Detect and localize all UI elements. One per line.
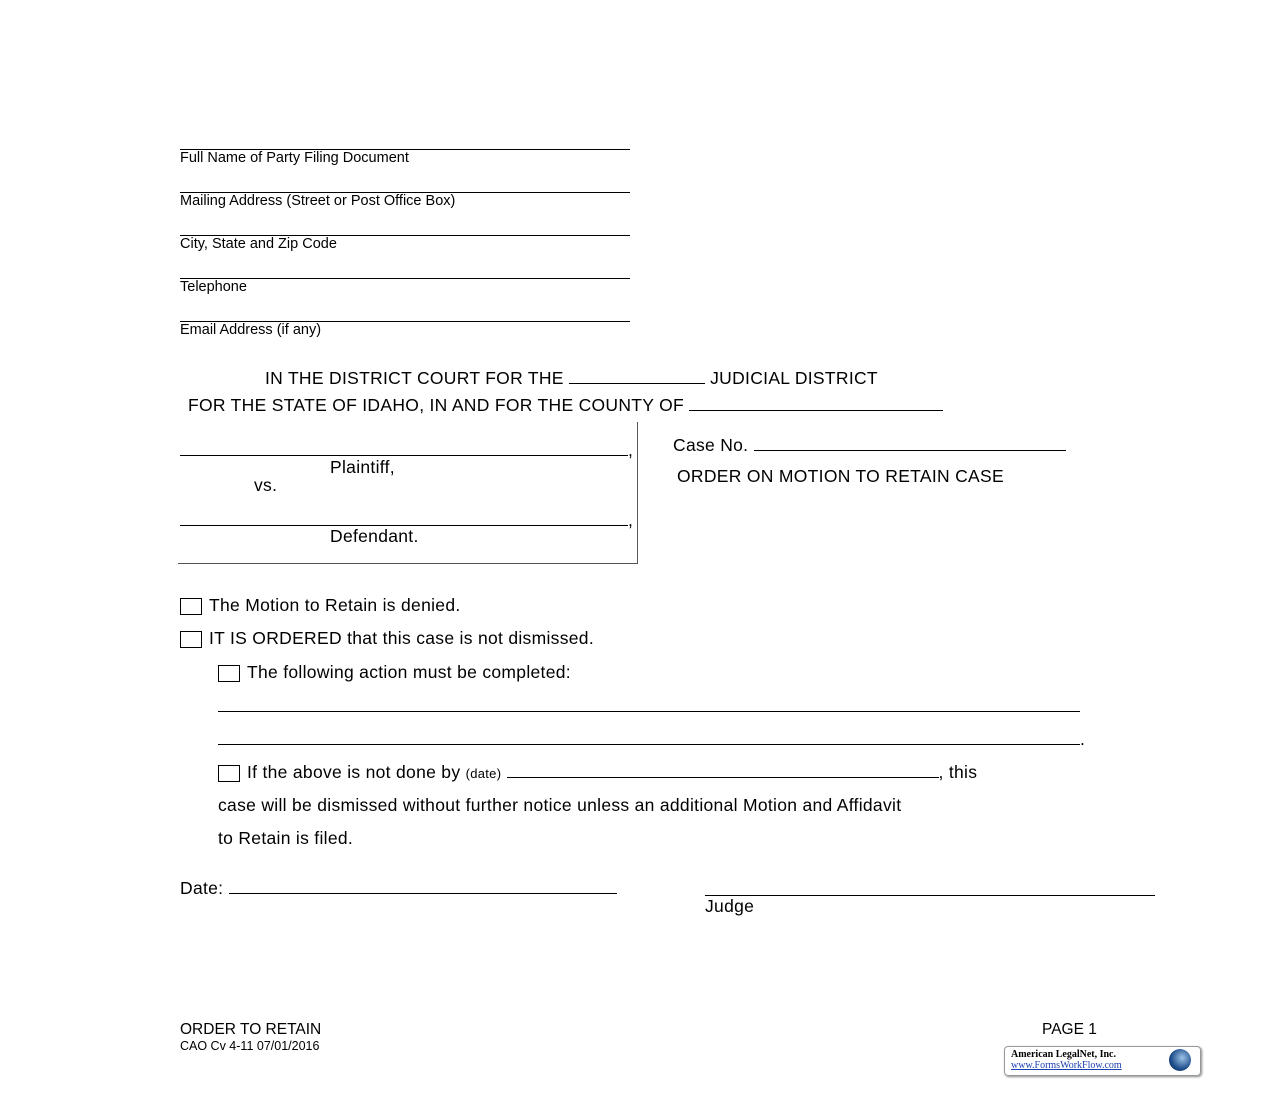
judge-label: Judge: [705, 896, 755, 916]
telephone-line[interactable]: [180, 278, 630, 279]
judge-signature-line[interactable]: [705, 895, 1155, 896]
caption-divider: [637, 422, 638, 564]
dismissal-text-1: case will be dismissed without further notice unless an additional Motion and Affidavit: [218, 795, 902, 815]
period: .: [1080, 729, 1086, 749]
telephone-label: Telephone: [180, 279, 247, 295]
action-label: The following action must be completed:: [247, 662, 571, 682]
county-text: FOR THE STATE OF IDAHO, IN AND FOR THE COUNTY OF: [188, 395, 685, 415]
ordered-checkbox[interactable]: [180, 631, 202, 648]
globe-icon: [1169, 1049, 1191, 1071]
form-code: CAO Cv 4-11 07/01/2016: [180, 1039, 320, 1053]
this-text: , this: [938, 762, 978, 782]
date-blank[interactable]: [229, 892, 617, 894]
case-number-row: [673, 435, 1066, 456]
deadline-row: [247, 762, 977, 783]
document-title: ORDER ON MOTION TO RETAIN CASE: [677, 466, 1004, 486]
comma: ,: [628, 510, 634, 530]
district-blank[interactable]: [569, 382, 705, 384]
denied-checkbox[interactable]: [180, 598, 202, 615]
action-line-1[interactable]: [218, 711, 1080, 712]
date-row: [180, 878, 617, 899]
logo-name: American LegalNet, Inc.: [1011, 1049, 1116, 1060]
plaintiff-line[interactable]: [180, 455, 628, 456]
name-label: Full Name of Party Filing Document: [180, 150, 409, 166]
deadline-checkbox[interactable]: [218, 765, 240, 782]
plaintiff-label: Plaintiff,: [330, 457, 395, 477]
date-hint: (date): [465, 766, 502, 781]
case-no-blank[interactable]: [754, 449, 1066, 451]
court-text: IN THE DISTRICT COURT FOR THE: [265, 368, 564, 388]
court-heading-line1: [265, 368, 878, 389]
case-no-label: Case No.: [673, 435, 749, 455]
email-label: Email Address (if any): [180, 322, 322, 338]
action-checkbox[interactable]: [218, 665, 240, 682]
denied-label: The Motion to Retain is denied.: [209, 595, 461, 615]
page-number: PAGE 1: [1042, 1021, 1097, 1038]
county-blank[interactable]: [689, 409, 943, 411]
deadline-label: If the above is not done by: [247, 762, 461, 782]
defendant-label: Defendant.: [330, 526, 419, 546]
vs-label: vs.: [254, 475, 278, 495]
court-heading-line2: [188, 395, 943, 416]
ordered-label: IT IS ORDERED that this case is not dismissed.: [209, 628, 594, 648]
american-legalnet-logo[interactable]: [1004, 1046, 1201, 1076]
caption-bottom-border: [178, 563, 638, 564]
dismissal-text-2: to Retain is filed.: [218, 828, 354, 848]
district-text: JUDICIAL DISTRICT: [710, 368, 878, 388]
logo-url[interactable]: www.FormsWorkFlow.com: [1011, 1060, 1122, 1071]
address-label: Mailing Address (Street or Post Office Box): [180, 193, 456, 209]
comma: ,: [628, 440, 634, 460]
footer-title: ORDER TO RETAIN: [180, 1021, 322, 1038]
date-label: Date:: [180, 878, 224, 898]
action-line-2[interactable]: [218, 744, 1080, 745]
deadline-date-blank[interactable]: [507, 776, 939, 778]
city-label: City, State and Zip Code: [180, 236, 337, 252]
